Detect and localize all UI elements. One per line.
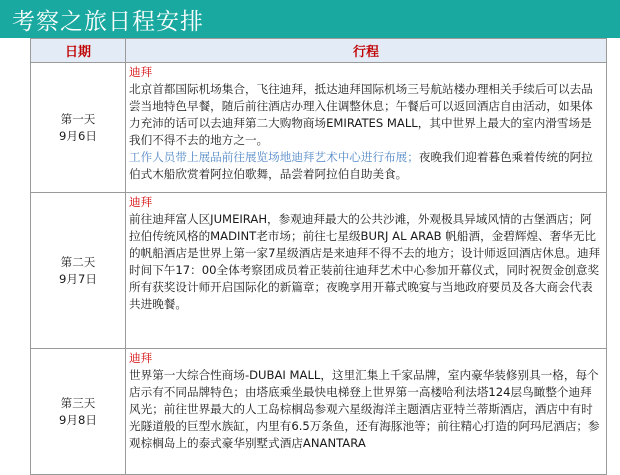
city-label: 迪拜 [129,195,153,209]
schedule-text: 北京首都国际机场集合，飞往迪拜，抵达迪拜国际机场三号航站楼办理相关手续后可以去品尝当地特色早餐，随后前往酒店办理入住调整休息；午餐后可以返回酒店自由活动，如果体力充沛的话可以去迪拜第二大购物商场EMIRATES MALL，其中世界上最大的室内滑雪场是我们不得不去的地方之一。 [129,82,593,147]
day-label: 第三天 [60,395,96,410]
date-label: 9月8日 [59,412,97,427]
header-bar [0,0,620,38]
schedule-cell [126,193,607,349]
schedule-text: 世界第一大综合性商场-DUBAI MALL，这里汇集上千家品牌，室内豪华装修别具一格，每个店示有不同品牌特色；由塔底乘坐最快电梯登上世界第一高楼哈利法塔124层鸟瞰整个迪拜风光；前往世界最大的人工岛棕榈岛参观六星级海洋主题酒店亚特兰蒂斯酒店，酒店中有时光隧道般的巨型水族缸，内里有6.5万条鱼，还有海豚池等；前往精心打造的阿玛尼酒店；参观棕榈岛上的泰式豪华别墅式酒店ANANTARA [129,368,600,450]
table-header-row [31,39,607,63]
table-row [31,193,607,349]
table-row [31,63,607,193]
schedule-cell [126,63,607,193]
staff-note: 工作人员带上展品前往展览场地迪拜艺术中心进行布展； [129,150,419,164]
schedule-table [30,38,607,475]
page-title: 考察之旅日程安排 [12,9,204,35]
table-row [31,349,607,475]
schedule-cell [126,349,607,475]
day-label: 第二天 [60,254,96,269]
day-cell [31,193,126,349]
city-label: 迪拜 [129,65,153,79]
schedule-text-evening: 夜晚我们迎着暮色乘着传统的阿拉伯式木船欣赏着阿拉伯歌舞，品尝着阿拉伯自助美食。 [129,150,593,181]
day-cell [31,349,126,475]
date-label: 9月6日 [59,128,97,143]
day-label: 第一天 [60,111,96,126]
column-header-date: 日期 [31,39,126,63]
date-label: 9月7日 [59,271,97,286]
city-label: 迪拜 [129,351,153,365]
column-header-schedule: 行程 [126,39,607,63]
schedule-text: 前往迪拜富人区JUMEIRAH，参观迪拜最大的公共沙滩，外观极具异域风情的古堡酒店；阿拉伯传统风格的MADINT老市场；前往七星级BURJ AL ARAB 帆船酒，金碧辉煌、奢华无比的帆船酒店是世界上第一家7星级酒店是来迪拜不得不去的地方；设计师返回酒店休息。迪拜时间下午17：00全体考察团成员着正装前往迪拜艺术中心参加开幕仪式，同时祝贺金创意奖所有获奖设计师开启国际化的新篇章；夜晚享用开幕式晚宴与当地政府要员及各大商会代表共进晚餐。 [129,212,601,311]
day-cell [31,63,126,193]
